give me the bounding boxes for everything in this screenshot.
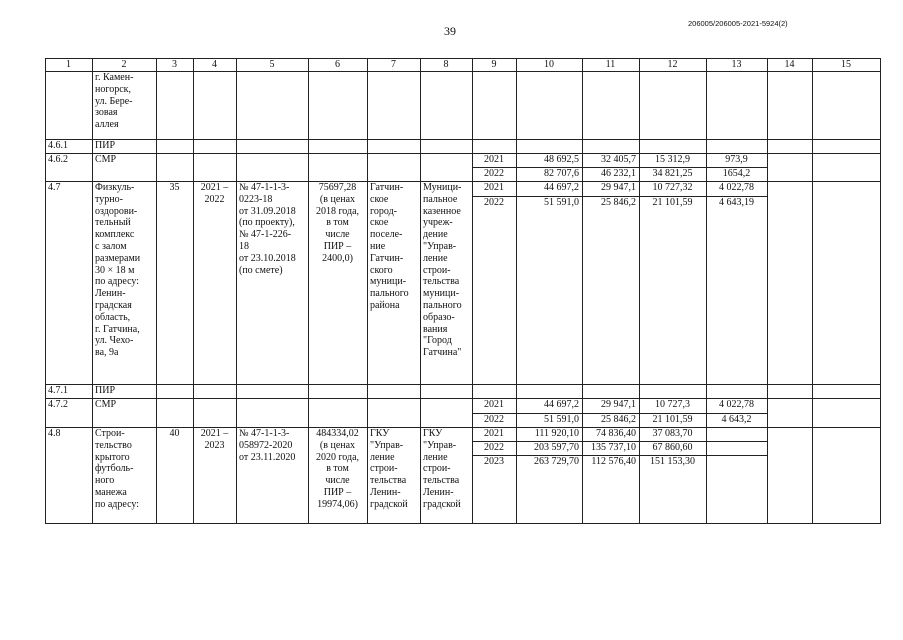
row-4-8-expertise: № 47-1-1-3- 058972-2020 от 23.11.2020	[239, 428, 296, 463]
row-4-6-2-col12: 34 821,25	[652, 168, 693, 179]
row-4-7-2-col12: 21 101,59	[652, 414, 693, 425]
row-4-7-2-name: СМР	[95, 399, 117, 410]
row-4-7-period: 2021 – 2022	[200, 182, 229, 205]
row-4-7-1-code: 4.7.1	[48, 385, 68, 396]
column-header-2: 2	[121, 59, 127, 70]
row-4-7-estimate: 75697,28 (в ценах 2018 года, в том числе ПИР – 2400,0)	[315, 182, 360, 264]
column-rule	[516, 58, 517, 523]
column-header-1: 1	[66, 59, 71, 70]
row-4-7-2-col10: 44 697,2	[544, 399, 579, 410]
column-header-6: 6	[335, 59, 340, 70]
row-4-7-2-year: 2022	[484, 414, 504, 425]
column-header-9: 9	[491, 59, 497, 70]
row-4-7-municipality: Гатчин- ское город- ское поселе- ние Гатчин- ского муници- пального района	[370, 182, 409, 311]
column-rule	[767, 58, 768, 523]
column-header-10: 10	[544, 59, 554, 70]
row-rule	[45, 139, 881, 140]
column-header-4: 4	[212, 59, 217, 70]
column-rule	[639, 58, 640, 523]
row-4-8-col10: 203 597,70	[534, 442, 579, 453]
column-header-11: 11	[605, 59, 616, 70]
row-4-7-col12: 10 727,32	[652, 182, 693, 193]
row-4-6-2-year: 2021	[484, 154, 504, 165]
table-bottom-border	[45, 523, 881, 524]
row-4-6-2-col10: 82 707,6	[544, 168, 579, 179]
row-4-6-2-col11: 46 232,1	[601, 168, 636, 179]
page-number: 39	[444, 24, 456, 38]
row-4-8-col12: 37 083,70	[652, 428, 693, 439]
row-rule	[45, 71, 881, 72]
row-4-6-2-col12: 15 312,9	[655, 154, 690, 165]
row-4-7-customer: Муници- пальное казенное учреж- дение "Управ- ление строи- тельства муници- пального образо- вания "Город Гатчина"	[423, 182, 462, 359]
row-4-7-col10: 44 697,2	[544, 182, 579, 193]
column-header-3: 3	[172, 59, 177, 70]
document-code: 206005/206005-2021-5924(2)	[688, 19, 788, 28]
row-4-8-col10: 111 920,10	[534, 428, 579, 439]
row-4-7-expertise: № 47-1-1-3- 0223-18 от 31.09.2018 (по проекту), № 47-1-226- 18 от 23.10.2018 (по смете)	[239, 182, 296, 276]
row-4-8-customer: ГКУ "Управ- ление строи- тельства Ленин- градской	[423, 428, 461, 510]
row-4-7-2-col12: 10 727,3	[655, 399, 690, 410]
row-continuation-name: г. Камен- ногорск, ул. Бере- зовая аллея	[95, 72, 134, 131]
row-4-8-object-name: Строи- тельство крытого футболь- ного манежа по адресу:	[95, 428, 140, 510]
row-4-7-2-year: 2021	[484, 399, 504, 410]
row-4-7-col3: 35	[169, 182, 180, 193]
row-4-7-object-name: Физкуль- турно- оздорови- тельный комплекс с залом размерами 30 × 18 м по адресу: Ленин- градская область, г. Гатчина, ул. Чехо- ва, 9а	[95, 182, 141, 359]
row-4-7-2-col11: 25 846,2	[601, 414, 636, 425]
column-header-12: 12	[667, 59, 678, 70]
row-4-7-2-col13: 4 643,2	[721, 414, 752, 425]
row-4-6-2-col13: 973,9	[725, 154, 748, 165]
row-4-7-col11: 25 846,2	[601, 197, 636, 208]
column-rule	[45, 58, 46, 523]
row-4-8-col12: 67 860,60	[652, 442, 693, 453]
row-4-8-period: 2021 – 2023	[200, 428, 229, 451]
column-rule	[706, 58, 707, 523]
row-4-7-2-col10: 51 591,0	[544, 414, 579, 425]
column-header-5: 5	[269, 59, 275, 70]
row-4-6-2-code: 4.6.2	[48, 154, 68, 165]
row-4-7-col11: 29 947,1	[601, 182, 636, 193]
row-4-6-2-year: 2022	[484, 168, 504, 179]
column-header-14: 14	[784, 59, 795, 70]
column-rule	[367, 58, 368, 523]
row-4-7-year: 2022	[484, 197, 504, 208]
column-header-7: 7	[391, 59, 396, 70]
row-4-6-2-col11: 32 405,7	[601, 154, 636, 165]
column-header-15: 15	[841, 59, 851, 70]
column-rule	[812, 58, 813, 523]
column-rule	[193, 58, 194, 523]
row-4-7-year: 2021	[484, 182, 504, 193]
row-4-7-2-col13: 4 022,78	[719, 399, 754, 410]
row-4-6-2-name: СМР	[95, 154, 117, 165]
row-4-8-col11: 135 737,10	[591, 442, 636, 453]
column-header-13: 13	[731, 59, 742, 70]
row-4-6-2-col13: 1654,2	[722, 168, 751, 179]
column-rule	[420, 58, 421, 523]
row-4-6-2-col10: 48 692,5	[544, 154, 579, 165]
row-4-8-col3: 40	[169, 428, 180, 439]
row-4-8-year: 2021	[484, 428, 504, 439]
row-4-8-estimate: 484334,02 (в ценах 2020 года, в том числе ПИР – 19974,06)	[315, 428, 360, 510]
column-rule	[582, 58, 583, 523]
row-4-8-col11: 112 576,40	[591, 456, 636, 467]
row-4-7-col10: 51 591,0	[544, 197, 579, 208]
row-4-8-col11: 74 836,40	[596, 428, 636, 439]
column-rule	[236, 58, 237, 523]
row-4-8-col12: 151 153,30	[650, 456, 695, 467]
row-4-8-code: 4.8	[48, 428, 61, 439]
row-4-6-1-code: 4.6.1	[48, 140, 68, 151]
row-4-7-code: 4.7	[48, 182, 61, 193]
row-4-7-1-name: ПИР	[95, 385, 116, 396]
row-rule	[45, 384, 881, 385]
row-4-7-2-col11: 29 947,1	[601, 399, 636, 410]
row-4-7-col13: 4 643,19	[719, 197, 754, 208]
column-rule	[472, 58, 473, 523]
column-rule	[156, 58, 157, 523]
column-rule	[880, 58, 881, 523]
column-rule	[92, 58, 93, 523]
row-4-8-year: 2023	[484, 456, 504, 467]
row-4-8-year: 2022	[484, 442, 504, 453]
row-4-6-1-name: ПИР	[95, 140, 116, 151]
row-4-7-2-code: 4.7.2	[48, 399, 68, 410]
column-header-8: 8	[443, 59, 449, 70]
row-4-8-col10: 263 729,70	[534, 456, 579, 467]
row-4-7-col12: 21 101,59	[652, 197, 693, 208]
row-4-7-col13: 4 022,78	[719, 182, 754, 193]
row-4-8-municipality: ГКУ "Управ- ление строи- тельства Ленин- градской	[370, 428, 408, 510]
column-rule	[308, 58, 309, 523]
